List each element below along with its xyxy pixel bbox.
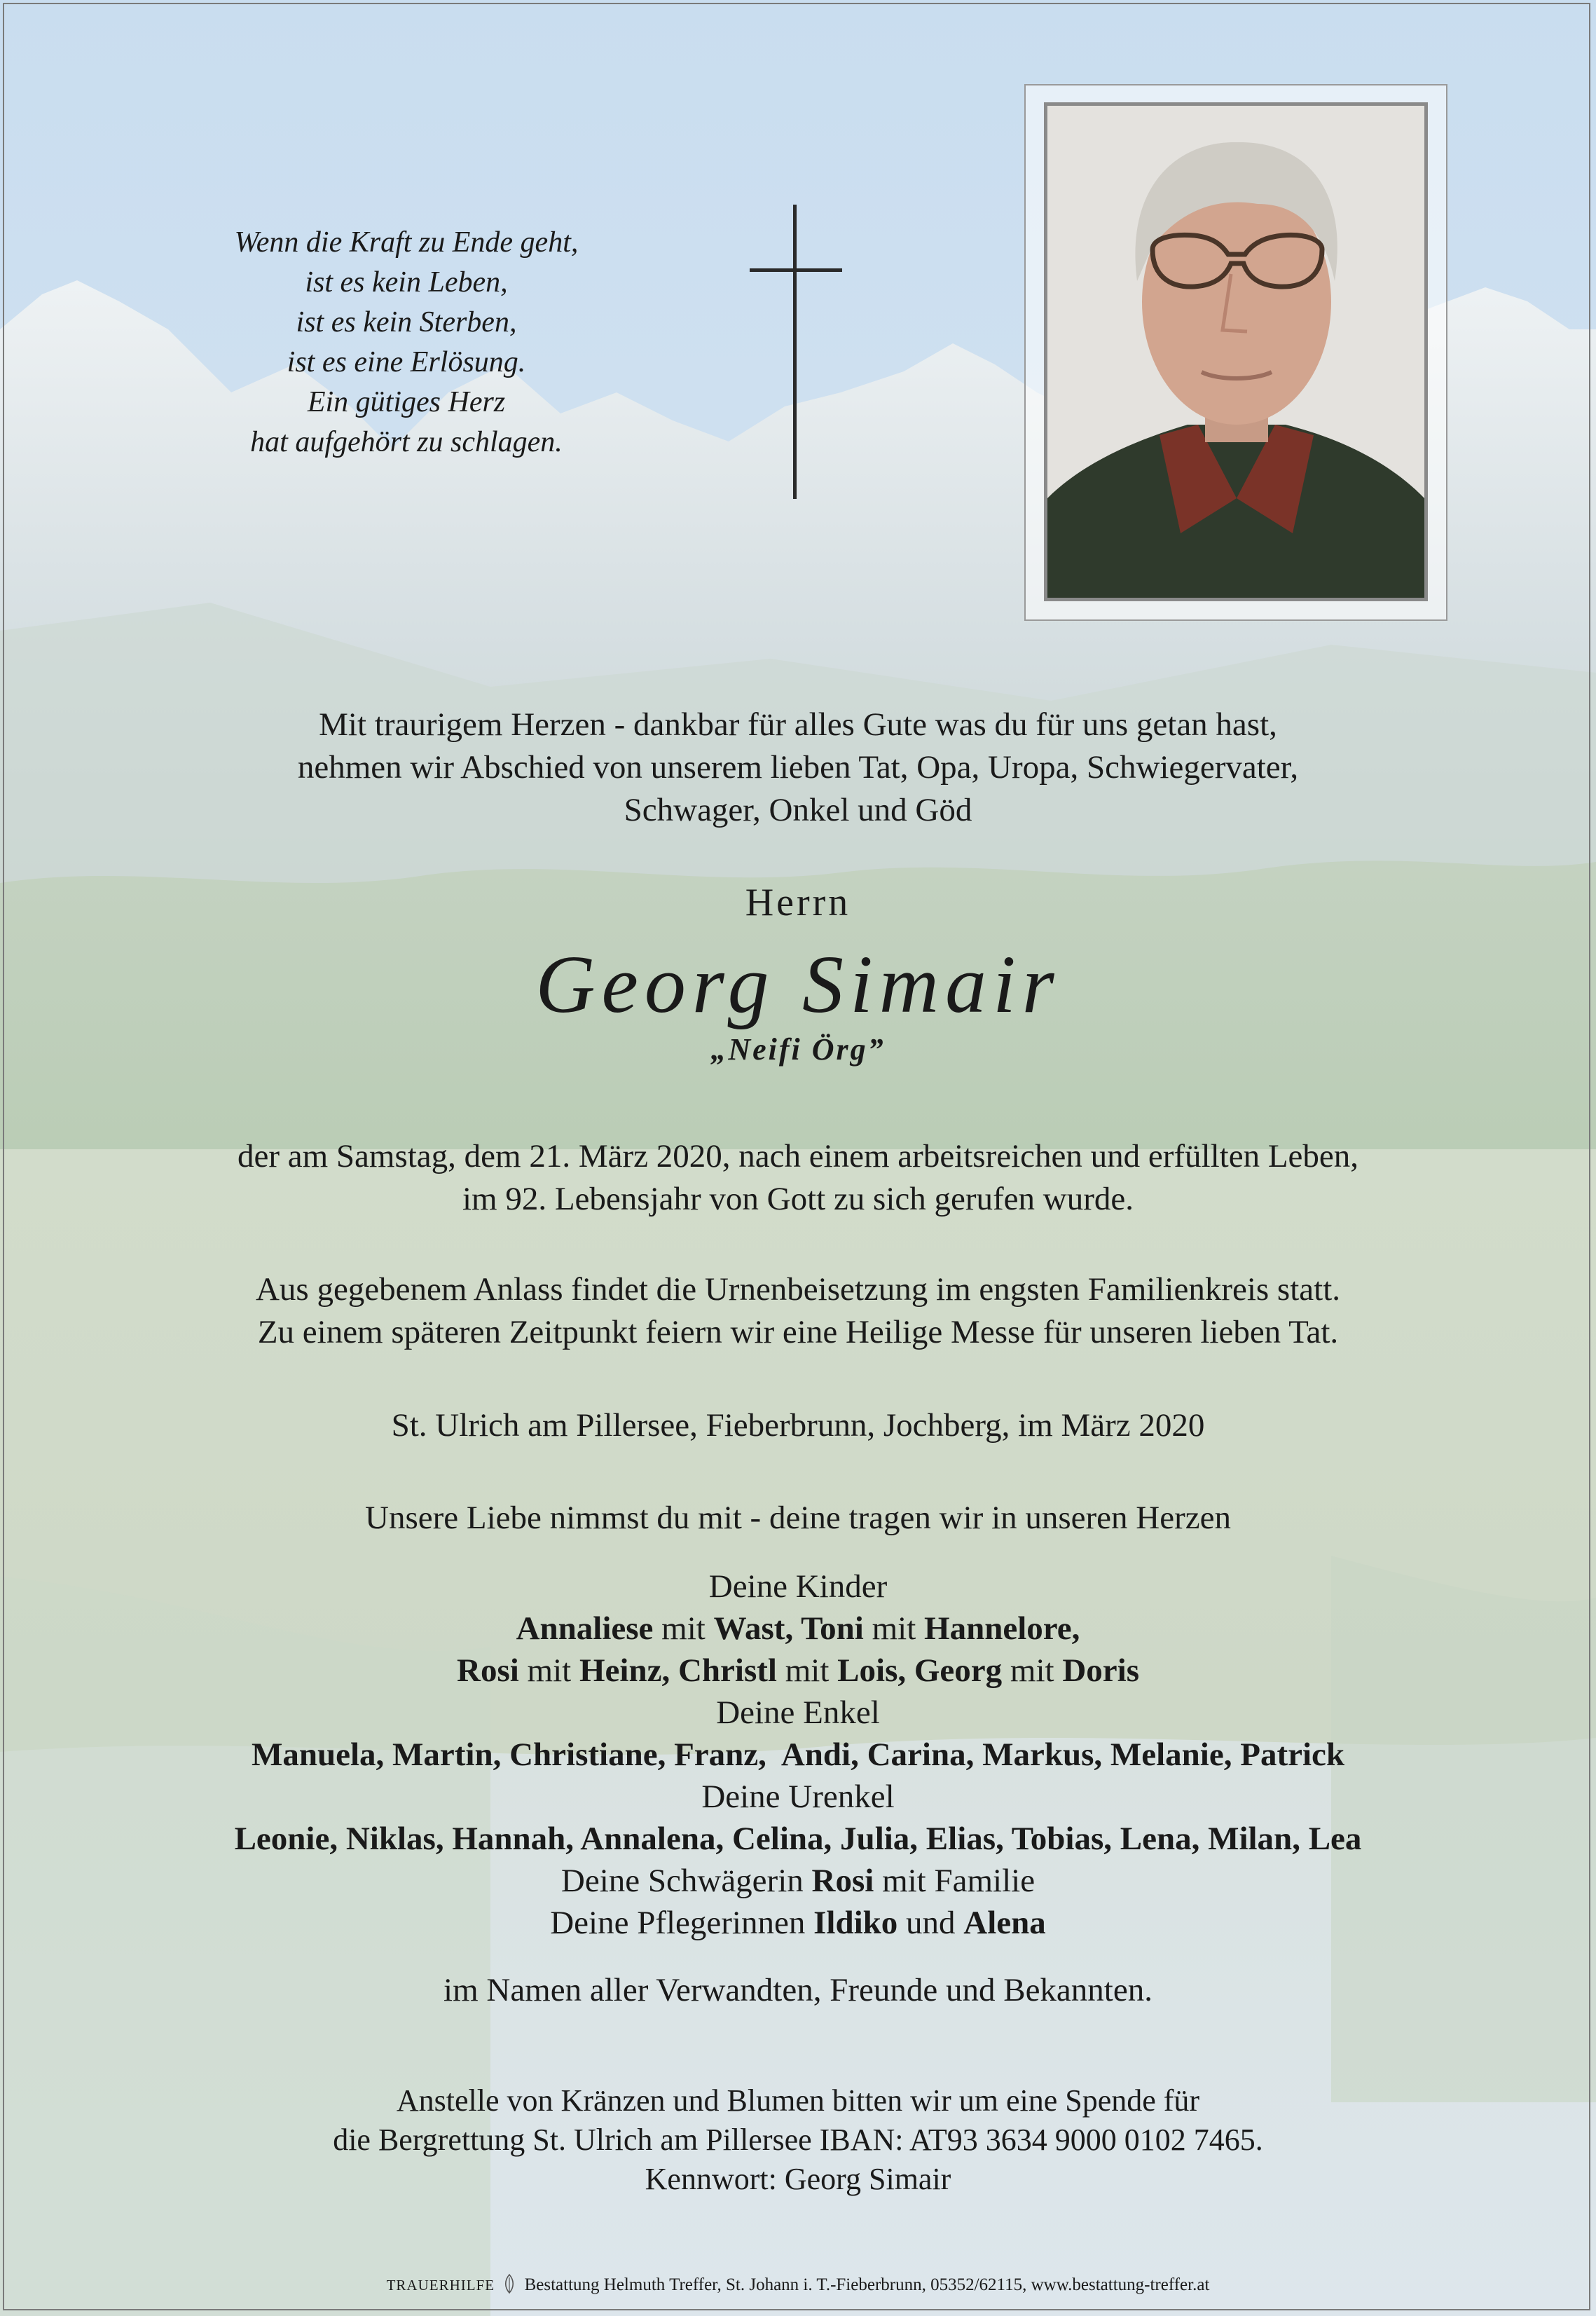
connector-span: mit <box>1002 1652 1063 1689</box>
relatives-line: im Namen aller Verwandten, Freunde und Bekannten. <box>443 1972 1153 2008</box>
death-line: im 92. Lebensjahr von Gott zu sich gerufen wurde. <box>462 1181 1134 1217</box>
motto: Unsere Liebe nimmst du mit - deine tragen wir in unseren Herzen <box>365 1500 1231 1536</box>
place-date: St. Ulrich am Pillersee, Fieberbrunn, Jochberg, im März 2020 <box>391 1407 1205 1444</box>
poem-line: ist es kein Sterben, <box>296 306 517 338</box>
donation-text <box>0 2081 1596 2199</box>
family-list <box>0 1565 1596 1944</box>
connector-span: und <box>897 1905 964 1941</box>
death-text <box>0 1135 1596 1221</box>
poem <box>161 223 652 462</box>
portrait-photo <box>1044 102 1428 601</box>
intro-line: Schwager, Onkel und Göd <box>624 792 972 828</box>
kinder-heading: Deine Kinder <box>708 1568 888 1605</box>
enkel-names: Manuela, Martin, Christiane, Franz, Andi, Carina, Markus, Melanie, Patrick <box>251 1736 1345 1773</box>
nickname: „Neifi Örg” <box>710 1032 886 1067</box>
name-span: Annaliese <box>516 1610 654 1647</box>
connector-span: mit <box>653 1610 714 1647</box>
death-line: der am Samstag, dem 21. März 2020, nach einem arbeitsreichen und erfüllten Leben, <box>237 1138 1359 1174</box>
connector-span: mit <box>863 1610 925 1647</box>
cross-icon <box>747 205 845 499</box>
label-span: Deine Schwägerin <box>560 1863 812 1899</box>
name-span: Heinz, Christl <box>579 1652 777 1689</box>
poem-line: Wenn die Kraft zu Ende geht, <box>234 226 579 259</box>
urenkel-names: Leonie, Niklas, Hannah, Annalena, Celina, Julia, Elias, Tobias, Lena, Milan, Lea <box>234 1821 1362 1857</box>
kinder-line <box>0 1650 1596 1692</box>
pflegerinnen-line <box>0 1902 1596 1944</box>
connector-span: mit <box>518 1652 579 1689</box>
name-span: Lois, Georg <box>837 1652 1003 1689</box>
footer-brand: TRAUERHILFE <box>386 2277 495 2294</box>
donation-line: die Bergrettung St. Ulrich am Pillersee IBAN: AT93 3634 9000 0102 7465. <box>333 2123 1263 2157</box>
name-span: Doris <box>1062 1652 1139 1689</box>
name-span: Ildiko <box>813 1905 898 1941</box>
poem-line: hat aufgehört zu schlagen. <box>250 426 563 458</box>
portrait-frame <box>1024 84 1447 621</box>
footer-text: Bestattung Helmuth Treffer, St. Johann i. T.-Fieberbrunn, 05352/62115, www.bestattung-treffer.at <box>524 2275 1210 2294</box>
poem-line: Ein gütiges Herz <box>307 386 506 418</box>
funeral-text <box>0 1268 1596 1354</box>
leaf-icon <box>502 2273 517 2294</box>
name-span: Wast, Toni <box>713 1610 864 1647</box>
kinder-line <box>0 1608 1596 1650</box>
intro-text <box>0 704 1596 832</box>
urenkel-heading: Deine Urenkel <box>701 1779 895 1815</box>
label-span: Deine Pflegerinnen <box>550 1905 814 1941</box>
name-span: Hannelore, <box>924 1610 1080 1647</box>
name-span: Alena <box>963 1905 1046 1941</box>
connector-span: mit Familie <box>874 1863 1036 1899</box>
donation-line: Anstelle von Kränzen und Blumen bitten wir um eine Spende für <box>396 2083 1200 2118</box>
deceased-name: Georg Simair <box>535 938 1061 1030</box>
poem-line: ist es eine Erlösung. <box>287 346 526 378</box>
name-span: Rosi <box>811 1863 874 1899</box>
salutation: Herrn <box>745 881 851 924</box>
name-span: Rosi <box>457 1652 519 1689</box>
poem-line: ist es kein Leben, <box>305 266 508 299</box>
footer <box>0 2273 1596 2295</box>
intro-line: Mit traurigem Herzen - dankbar für alles Gute was du für uns getan hast, <box>319 706 1277 743</box>
enkel-heading: Deine Enkel <box>716 1694 880 1731</box>
donation-line: Kennwort: Georg Simair <box>645 2162 951 2196</box>
schwaegerin-line <box>0 1860 1596 1902</box>
funeral-line: Aus gegebenem Anlass findet die Urnenbeisetzung im engsten Familienkreis statt. <box>255 1271 1341 1308</box>
intro-line: nehmen wir Abschied von unserem lieben Tat, Opa, Uropa, Schwiegervater, <box>297 749 1299 786</box>
connector-span: mit <box>776 1652 838 1689</box>
funeral-line: Zu einem späteren Zeitpunkt feiern wir eine Heilige Messe für unseren lieben Tat. <box>257 1314 1339 1350</box>
